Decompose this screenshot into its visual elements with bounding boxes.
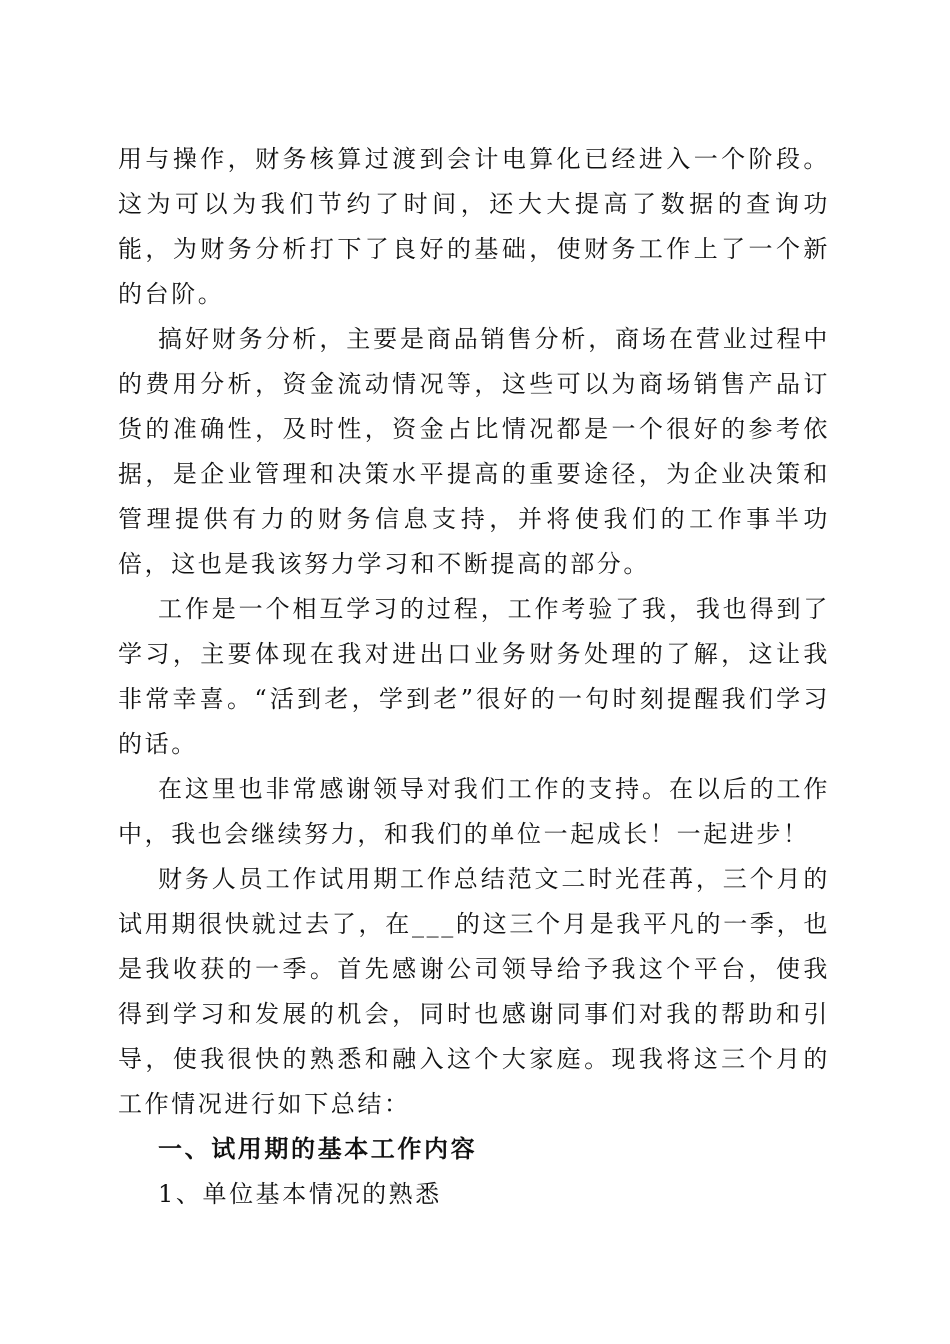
section-heading: 一、试用期的基本工作内容 <box>158 1135 478 1163</box>
document-body <box>118 137 830 1217</box>
paragraph-accounting-computerization: 用与操作，财务核算过渡到会计电算化已经进入一个阶段。这为可以为我们节约了时间，还大大提高了数据的查询功能，为财务分析打下了良好的基础，使财务工作上了一个新的台阶。 <box>118 145 830 308</box>
paragraph-sample-two-intro: 财务人员工作试用期工作总结范文二时光荏苒，三个月的试用期很快就过去了，在___的这三个月是我平凡的一季，也是我收获的一季。首先感谢公司领导给予我这个平台，使我得到学习和发展的机会，同时也感谢同事们对我的帮助和引导，使我很快的熟悉和融入这个大家庭。现我将这三个月的工作情况进行如下总结： <box>118 865 830 1118</box>
paragraph-thanks-leadership: 在这里也非常感谢领导对我们工作的支持。在以后的工作中，我也会继续努力，和我们的单位一起成长！一起进步！ <box>118 775 830 848</box>
paragraph-financial-analysis: 搞好财务分析，主要是商品销售分析，商场在营业过程中的费用分析，资金流动情况等，这些可以为商场销售产品订货的准确性，及时性，资金占比情况都是一个很好的参考依据，是企业管理和决策水平提高的重要途径，为企业决策和管理提供有力的财务信息支持，并将使我们的工作事半功倍，这也是我该努力学习和不断提高的部分。 <box>118 325 830 578</box>
paragraph-learning-process: 工作是一个相互学习的过程，工作考验了我，我也得到了学习，主要体现在我对进出口业务财务处理的了解，这让我非常幸喜。“活到老，学到老”很好的一句时刻提醒我们学习的话。 <box>118 595 830 758</box>
subsection-heading: 1、单位基本情况的熟悉 <box>158 1180 442 1208</box>
